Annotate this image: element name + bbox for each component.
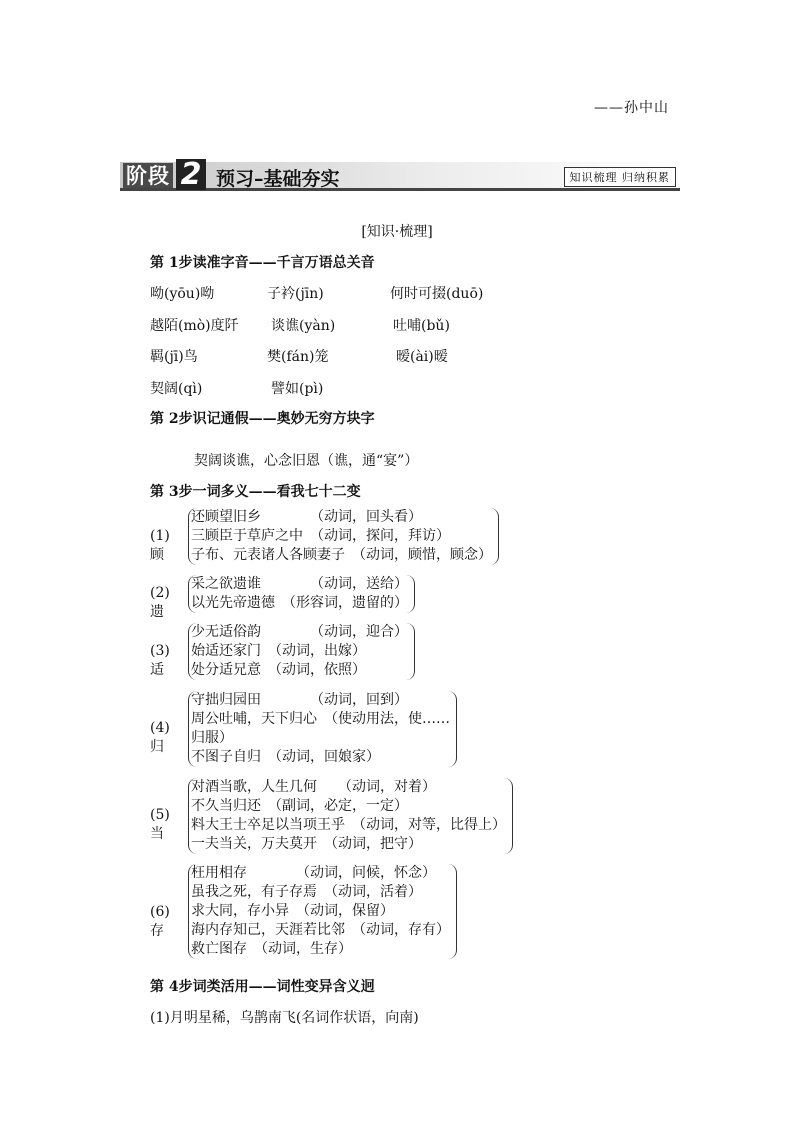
group-label: (3)适	[150, 643, 170, 678]
group-line: 少无适俗韵 （动词，迎合）	[191, 624, 408, 640]
pron-item: 呦(yōu)呦	[150, 286, 215, 302]
pron-item: 吐哺(bǔ)	[393, 318, 450, 334]
group-bracket	[188, 623, 415, 680]
group-line: 子布、元表诸人各顾妻子 （动词，顾惜，顾念）	[191, 547, 492, 563]
group-bracket	[188, 508, 499, 565]
group-line: 海内存知己，天涯若比邻 （动词，存有）	[191, 922, 450, 938]
group-bracket	[188, 864, 457, 959]
section-heading: [知识·梳理]	[361, 224, 433, 240]
group-line: 周公吐哺，天下归心 （使动用法，使……	[191, 711, 450, 727]
group-line: 料大王士卒足以当项王乎 （动词，对等，比得上）	[191, 817, 506, 833]
group-line: 守拙归园田 （动词，回到）	[191, 692, 408, 708]
group-line: 处分适兄意 （动词，依照）	[191, 662, 366, 678]
group-line: 以光先帝遗德 （形容词，遗留的）	[191, 595, 408, 611]
step3-title: 第 3步一词多义——看我七十二变	[150, 484, 361, 500]
pron-item: 樊(fán)笼	[267, 349, 329, 365]
section-banner	[120, 157, 680, 192]
group-line: 一夫当关，万夫莫开 （动词，把守）	[191, 836, 422, 852]
group-bracket	[188, 575, 415, 613]
group-line: 枉用相存 （动词，问候，怀念）	[191, 865, 436, 881]
pron-item: 子衿(jīn)	[267, 286, 324, 302]
group-line: 求大同，存小异 （动词，保留）	[191, 903, 394, 919]
banner-stage-label: 阶段	[123, 163, 173, 188]
group-label: (5)当	[150, 807, 170, 842]
group-line: 不久当归还 （副词，必定，一定）	[191, 798, 408, 814]
pron-item: 契阔(qì)	[150, 381, 203, 397]
group-line: 虽我之死，有子存焉 （动词，活着）	[191, 884, 422, 900]
pron-item: 譬如(pì)	[271, 381, 324, 397]
group-line: 三顾臣于草庐之中 （动词，探问，拜访）	[191, 528, 450, 544]
pron-item: 谈谯(yàn)	[271, 318, 336, 334]
banner-stage-number: 2	[176, 159, 206, 190]
group-label: (4)归	[150, 720, 170, 755]
banner-tag: 知识梳理 归纳积累	[564, 167, 677, 187]
group-bracket	[188, 691, 457, 767]
group-label: (2)遗	[150, 585, 170, 620]
group-label: (6)存	[150, 904, 170, 939]
group-line: 不图子自归 （动词，回娘家）	[191, 749, 380, 765]
group-line: 始适还家门 （动词，出嫁）	[191, 643, 366, 659]
group-bracket	[188, 778, 513, 854]
group-line: 归服）	[191, 730, 233, 746]
group-label: (1)顾	[150, 528, 170, 563]
group-line: 采之欲遗谁 （动词，送给）	[191, 576, 408, 592]
pron-item: 暧(ài)暧	[396, 349, 448, 365]
pron-item: 何时可掇(duō)	[390, 286, 484, 302]
step1-title: 第 1步读准字音——千言万语总关音	[150, 255, 375, 271]
banner-title: 预习–基础夯实	[216, 168, 340, 190]
step2-title: 第 2步识记通假——奥妙无穷方块字	[150, 411, 375, 427]
step4-title: 第 4步词类活用——词性变异含义迥	[150, 979, 375, 995]
pron-item: 羁(jī)鸟	[150, 349, 198, 365]
pron-item: 越陌(mò)度阡	[150, 318, 239, 334]
group-line: 对酒当歌，人生几何 （动词，对着）	[191, 779, 436, 795]
step4-item: (1)月明星稀，乌鹊南飞(名词作状语，向南)	[150, 1010, 419, 1026]
tongjia-text: 契阔谈谯，心念旧恩（谯，通“宴”）	[194, 453, 419, 469]
group-line: 还顾望旧乡 （动词，回头看）	[191, 509, 422, 525]
quote-attribution: ——孙中山	[594, 100, 669, 116]
group-line: 救亡图存 （动词，生存）	[191, 941, 352, 957]
